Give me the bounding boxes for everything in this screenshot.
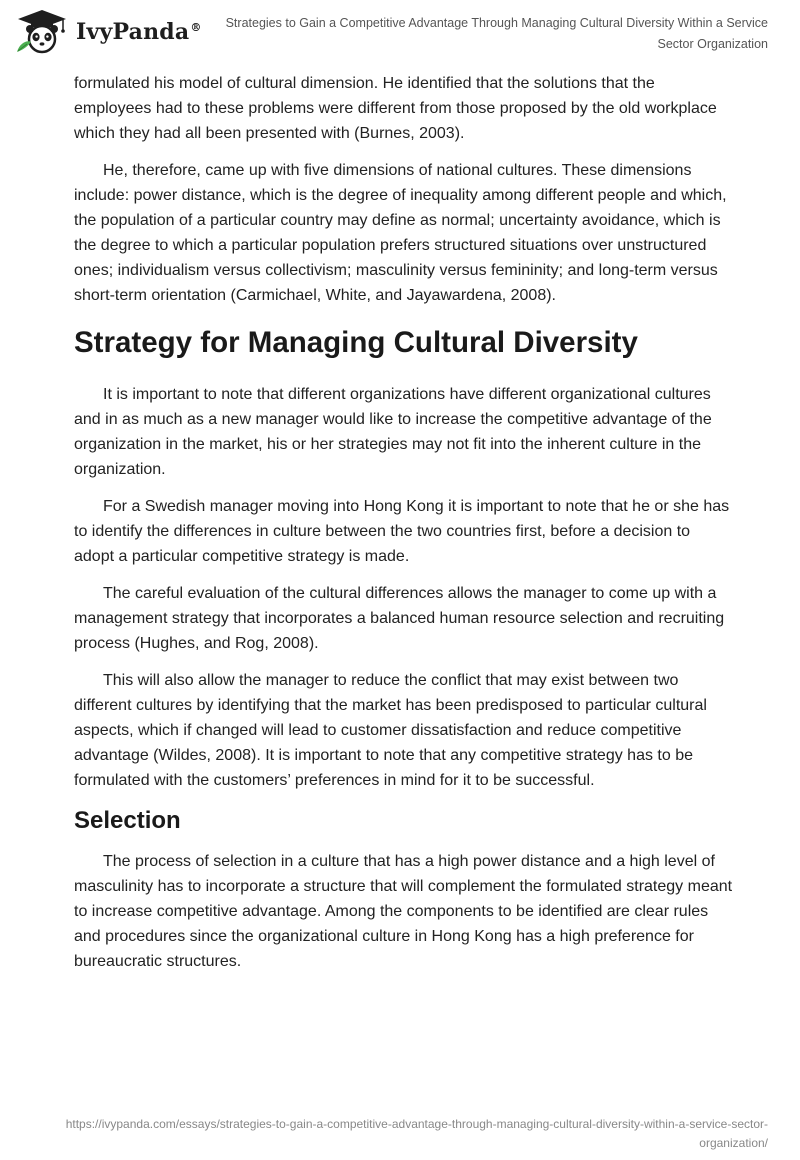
paragraph-2: He, therefore, came up with five dimensions of national cultures. These dimensions include: power distance, which is the degree of inequality among different people and which, the population of a particular country may define as normal; uncertainty avoidance, which is the degree to which a particular population prefers structured situations over unstructured ones; individualism versus collectivism; masculinity versus femininity; and long-term versus short-term orientation (Carmichael, White, and Jayawardena, 2008).	[74, 162, 727, 304]
brand-name: IvyPanda®	[76, 19, 202, 45]
brand-reg-mark: ®	[190, 20, 202, 34]
paragraph-4: For a Swedish manager moving into Hong Kong it is important to note that he or she has to identify the differences in culture between the two countries first, before a decision to adopt a particular competitive strategy is made.	[74, 498, 730, 565]
panda-graduate-icon	[14, 8, 70, 56]
heading-selection: Selection	[74, 807, 181, 834]
article-body	[74, 71, 734, 986]
page-header	[0, 0, 800, 60]
heading-strategy: Strategy for Managing Cultural Diversity	[74, 326, 638, 359]
paragraph-6: This will also allow the manager to reduce the conflict that may exist between two different cultures by identifying that the market has been predisposed to particular cultural aspects, which if changed will lead to customer dissatisfaction and reduce competitive advantage (Wildes, 2008). It is important to note that any competitive strategy has to be formulated with the customers’ preferences in mind for it to be successful.	[74, 672, 707, 789]
paragraph-7: The process of selection in a culture that has a high power distance and a high level of masculinity has to incorporate a structure that will complement the formulated strategy meant to increase competitive advantage. Among the components to be identified are clear rules and procedures since the organizational culture in Hong Kong has a high preference for bureaucratic structures.	[74, 853, 733, 970]
source-url[interactable]: https://ivypanda.com/essays/strategies-to-gain-a-competitive-advantage-through-managing-cultural-diversity-within-a-service-sector-organization/	[65, 1117, 768, 1150]
paragraph-5: The careful evaluation of the cultural differences allows the manager to come up with a management strategy that incorporates a balanced human resource selection and recruiting process (Hughes, and Rog, 2008).	[74, 585, 725, 652]
paragraph-1: formulated his model of cultural dimension. He identified that the solutions that the employees had to these problems were different from those proposed by the old workplace which they had all been presented with (Burnes, 2003).	[74, 75, 717, 142]
paragraph-3: It is important to note that different organizations have different organizational cultures and in as much as a new manager would like to increase the competitive advantage of the organization in the market, his or her strategies may not fit into the inherent culture in the organization.	[74, 386, 712, 478]
document-title: Strategies to Gain a Competitive Advantage Through Managing Cultural Diversity Within a Service Sector Organization	[225, 16, 768, 51]
brand-logo[interactable]	[14, 8, 202, 56]
